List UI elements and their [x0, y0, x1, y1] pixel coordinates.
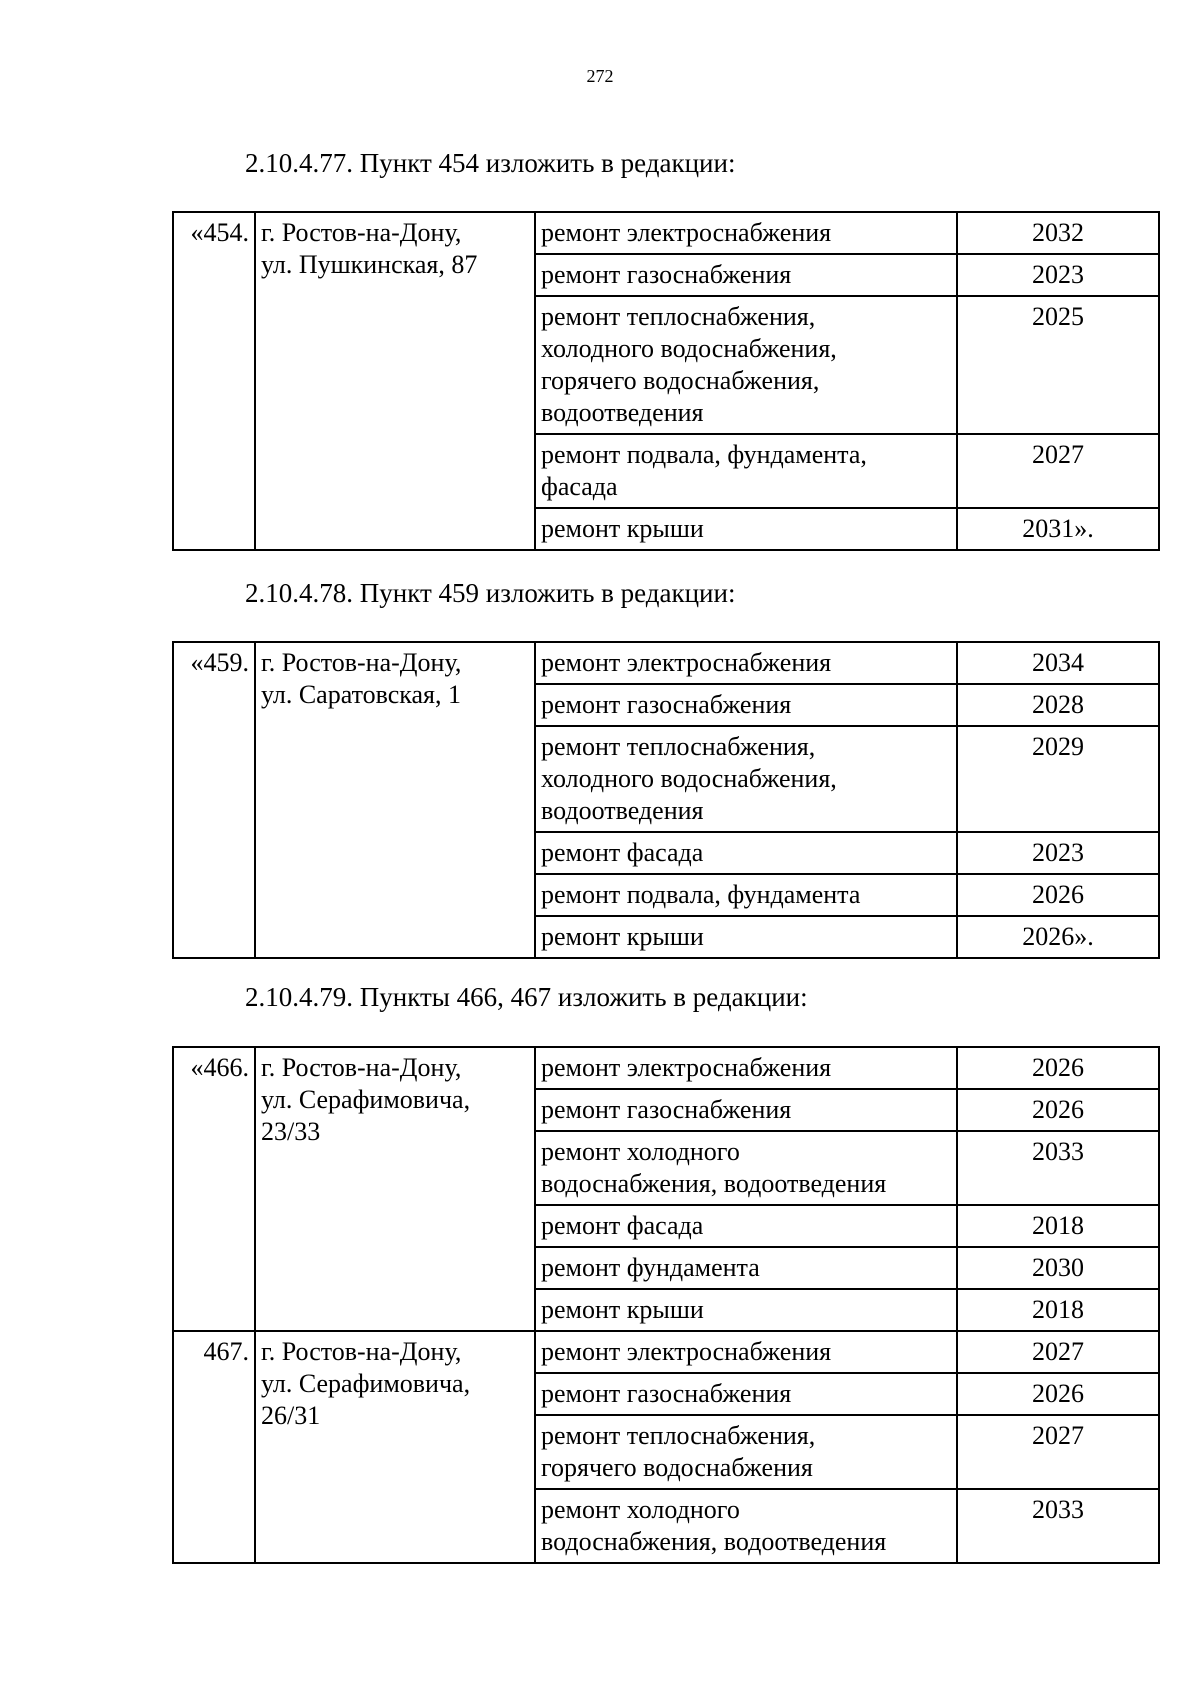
item-number: «466.	[173, 1047, 255, 1331]
work-line: ремонт крыши	[541, 514, 704, 543]
work-year: 2026	[957, 1047, 1159, 1089]
work-line: ремонт газоснабжения	[541, 1095, 792, 1124]
repair-table-454	[172, 211, 1160, 551]
work-year: 2034	[957, 642, 1159, 684]
work-line: водоотведения	[541, 796, 704, 825]
work-type	[535, 1247, 957, 1289]
table-row	[173, 212, 1159, 254]
work-line: ремонт фасада	[541, 838, 704, 867]
work-type	[535, 296, 957, 434]
work-type	[535, 1289, 957, 1331]
work-line: ремонт теплоснабжения,	[541, 302, 816, 331]
address-line: г. Ростов-на-Дону,	[261, 648, 462, 677]
work-type	[535, 254, 957, 296]
work-year: 2026».	[957, 916, 1159, 958]
work-line: ремонт газоснабжения	[541, 260, 792, 289]
work-type	[535, 434, 957, 508]
work-line: ремонт газоснабжения	[541, 1379, 792, 1408]
work-type	[535, 684, 957, 726]
item-number: «459.	[173, 642, 255, 958]
work-line: водоснабжения, водоотведения	[541, 1169, 887, 1198]
work-type	[535, 1047, 957, 1089]
work-year: 2025	[957, 296, 1159, 434]
work-line: ремонт холодного	[541, 1137, 740, 1166]
work-type	[535, 1489, 957, 1563]
work-year: 2018	[957, 1289, 1159, 1331]
item-number: 467.	[173, 1331, 255, 1563]
work-line: ремонт электроснабжения	[541, 1053, 832, 1082]
work-line: горячего водоснабжения	[541, 1453, 813, 1482]
work-type	[535, 726, 957, 832]
repair-table-466-467	[172, 1046, 1160, 1564]
section-heading-459: 2.10.4.78. Пункт 459 изложить в редакции:	[245, 578, 736, 608]
work-line: ремонт фасада	[541, 1211, 704, 1240]
work-type	[535, 832, 957, 874]
work-year: 2032	[957, 212, 1159, 254]
address-line: ул. Серафимовича,	[261, 1085, 471, 1114]
work-type	[535, 212, 957, 254]
work-line: ремонт теплоснабжения,	[541, 732, 816, 761]
work-line: водоотведения	[541, 398, 704, 427]
item-address	[255, 1331, 535, 1563]
table-row	[173, 1331, 1159, 1373]
work-line: холодного водоснабжения,	[541, 334, 837, 363]
work-year: 2028	[957, 684, 1159, 726]
work-line: ремонт крыши	[541, 922, 704, 951]
work-type	[535, 1373, 957, 1415]
page-number: 272	[586, 66, 614, 86]
address-line: ул. Серафимовича,	[261, 1369, 471, 1398]
work-line: ремонт подвала, фундамента	[541, 880, 861, 909]
address-line: г. Ростов-на-Дону,	[261, 1053, 462, 1082]
address-line: г. Ростов-на-Дону,	[261, 218, 462, 247]
address-line: ул. Саратовская, 1	[261, 680, 462, 709]
work-year: 2018	[957, 1205, 1159, 1247]
work-type	[535, 1415, 957, 1489]
work-year: 2030	[957, 1247, 1159, 1289]
section-heading-454: 2.10.4.77. Пункт 454 изложить в редакции:	[245, 148, 736, 178]
work-line: ремонт электроснабжения	[541, 218, 832, 247]
work-type	[535, 1131, 957, 1205]
address-line: г. Ростов-на-Дону,	[261, 1337, 462, 1366]
work-line: ремонт газоснабжения	[541, 690, 792, 719]
address-line: 23/33	[261, 1117, 321, 1146]
work-type	[535, 916, 957, 958]
work-line: фасада	[541, 472, 618, 501]
work-year: 2026	[957, 1089, 1159, 1131]
work-year: 2033	[957, 1131, 1159, 1205]
work-line: ремонт теплоснабжения,	[541, 1421, 816, 1450]
work-year: 2027	[957, 434, 1159, 508]
work-type	[535, 642, 957, 684]
work-year: 2027	[957, 1415, 1159, 1489]
work-type	[535, 874, 957, 916]
work-line: водоснабжения, водоотведения	[541, 1527, 887, 1556]
work-year: 2029	[957, 726, 1159, 832]
work-year: 2027	[957, 1331, 1159, 1373]
item-number: «454.	[173, 212, 255, 550]
repair-table-459	[172, 641, 1160, 959]
work-line: ремонт электроснабжения	[541, 648, 832, 677]
work-year: 2026	[957, 1373, 1159, 1415]
work-line: ремонт крыши	[541, 1295, 704, 1324]
item-address	[255, 642, 535, 958]
address-line: ул. Пушкинская, 87	[261, 250, 478, 279]
work-type	[535, 1205, 957, 1247]
item-address	[255, 1047, 535, 1331]
work-type	[535, 1089, 957, 1131]
work-line: ремонт подвала, фундамента,	[541, 440, 867, 469]
item-address	[255, 212, 535, 550]
work-line: ремонт холодного	[541, 1495, 740, 1524]
table-row	[173, 1047, 1159, 1089]
work-year: 2033	[957, 1489, 1159, 1563]
work-type	[535, 508, 957, 550]
work-year: 2023	[957, 254, 1159, 296]
work-year: 2026	[957, 874, 1159, 916]
address-line: 26/31	[261, 1401, 321, 1430]
section-heading-466-467: 2.10.4.79. Пункты 466, 467 изложить в редакции:	[245, 982, 808, 1012]
table-row	[173, 642, 1159, 684]
work-year: 2031».	[957, 508, 1159, 550]
work-line: холодного водоснабжения,	[541, 764, 837, 793]
work-year: 2023	[957, 832, 1159, 874]
work-type	[535, 1331, 957, 1373]
work-line: ремонт электроснабжения	[541, 1337, 832, 1366]
work-line: горячего водоснабжения,	[541, 366, 820, 395]
work-line: ремонт фундамента	[541, 1253, 760, 1282]
